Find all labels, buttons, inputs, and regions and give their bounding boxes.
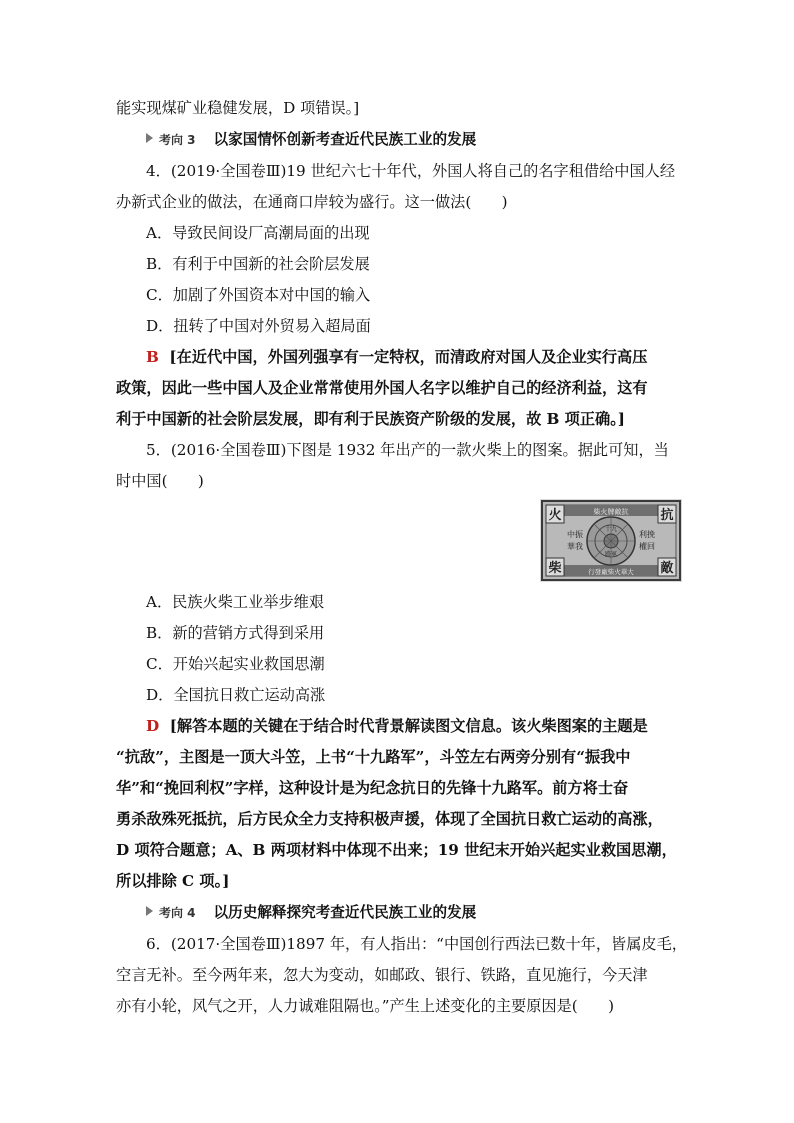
explanation-text: [在近代中国，外国列强享有一定特权，而清政府对国人及企业实行高压 (169, 348, 648, 366)
matchbox-corner-text: 敵 (660, 561, 674, 576)
question-4-option-a: A．导致民间设厂高潮局面的出现 (146, 224, 370, 242)
matchbox-image (540, 499, 682, 582)
question-4-stem-cont: 办新式企业的做法，在通商口岸较为盛行。这一做法( ) (116, 193, 508, 211)
answer-letter: B (146, 348, 159, 366)
question-4-explanation (146, 346, 647, 368)
matchbox-side-text: 利挽 (639, 530, 655, 539)
matchbox-corner-text: 柴 (548, 561, 562, 576)
matchbox-hat-text: 十九 (604, 526, 618, 533)
answer-letter: D (146, 717, 160, 735)
question-5-explanation (146, 715, 648, 737)
direction-label: 考向 4 (159, 906, 196, 920)
matchbox-corner-text: 抗 (660, 508, 674, 523)
matchbox-hat-text: 路軍 (604, 551, 618, 558)
section-heading-direction-4 (146, 902, 476, 924)
matchbox-side-text: 權回 (639, 542, 655, 551)
direction-label: 考向 3 (159, 133, 196, 147)
explanation-line: 华”和“挽回利权”字样，这种设计是为纪念抗日的先锋十九路军。前方将士奋 (116, 779, 629, 797)
triangle-bullet-icon (146, 133, 153, 143)
matchbox-illustration (540, 499, 682, 582)
matchbox-side-text: 華我 (567, 542, 583, 551)
question-4-option-d: D．扭转了中国对外贸易入超局面 (146, 317, 371, 335)
question-6-stem: 6．(2017·全国卷Ⅲ)1897 年，有人指出：“中国创行西法已数十年，皆属皮毛， (146, 935, 687, 953)
matchbox-side-text: 中振 (567, 530, 583, 539)
explanation-line: 政策，因此一些中国人及企业常常使用外国人名字以维护自己的经济利益，这有 (116, 379, 648, 397)
explanation-line: “抗敌”，主图是一顶大斗笠，上书“十九路军”，斗笠左右两旁分别有“振我中 (116, 748, 631, 766)
question-4-stem: 4．(2019·全国卷Ⅲ)19 世纪六七十年代，外国人将自己的名字租借给中国人经 (146, 162, 676, 180)
direction-title: 以家国情怀创新考查近代民族工业的发展 (213, 131, 477, 148)
explanation-line: 所以排除 C 项。] (116, 872, 230, 890)
explanation-line: D 项符合题意；A、B 两项材料中体现不出来；19 世纪末开始兴起实业救国思潮， (116, 841, 677, 859)
question-5-option-a: A．民族火柴工业举步维艰 (146, 593, 325, 611)
question-5-stem: 5．(2016·全国卷Ⅲ)下图是 1932 年出产的一款火柴上的图案。据此可知，当 (146, 441, 669, 459)
explanation-text: [解答本题的关键在于结合时代背景解读图文信息。该火柴图案的主题是 (169, 717, 648, 735)
question-4-option-c: C．加剧了外国资本对中国的输入 (146, 286, 371, 304)
question-5-stem-cont: 时中国( ) (116, 472, 204, 490)
matchbox-bottom-banner: 行發廠柴火華大 (588, 568, 634, 576)
section-heading-direction-3 (146, 129, 476, 151)
explanation-line: 勇杀敌殊死抵抗，后方民众全力支持积极声援，体现了全国抗日救亡运动的高涨， (116, 810, 663, 828)
question-6-stem-cont: 空言无补。至今两年来，忽大为变动，如邮政、银行、铁路，直见施行，今天津 (116, 966, 648, 984)
matchbox-corner-text: 火 (548, 508, 562, 523)
question-5-option-d: D．全国抗日救亡运动高涨 (146, 686, 326, 704)
text-line: 能实现煤矿业稳健发展，D 项错误。] (116, 99, 360, 117)
question-5-option-b: B．新的营销方式得到采用 (146, 624, 325, 642)
matchbox-top-banner: 柴火牌敵抗 (593, 508, 629, 516)
question-6-stem-cont: 亦有小轮，风气之开，人力诚难阻隔也。”产生上述变化的主要原因是( ) (116, 997, 615, 1015)
direction-title: 以历史解释探究考查近代民族工业的发展 (213, 904, 477, 921)
question-5-option-c: C．开始兴起实业救国思潮 (146, 655, 325, 673)
explanation-line: 利于中国新的社会阶层发展，即有利于民族资产阶级的发展，故 B 项正确。] (116, 410, 625, 428)
triangle-bullet-icon (146, 906, 153, 916)
question-4-option-b: B．有利于中国新的社会阶层发展 (146, 255, 370, 273)
